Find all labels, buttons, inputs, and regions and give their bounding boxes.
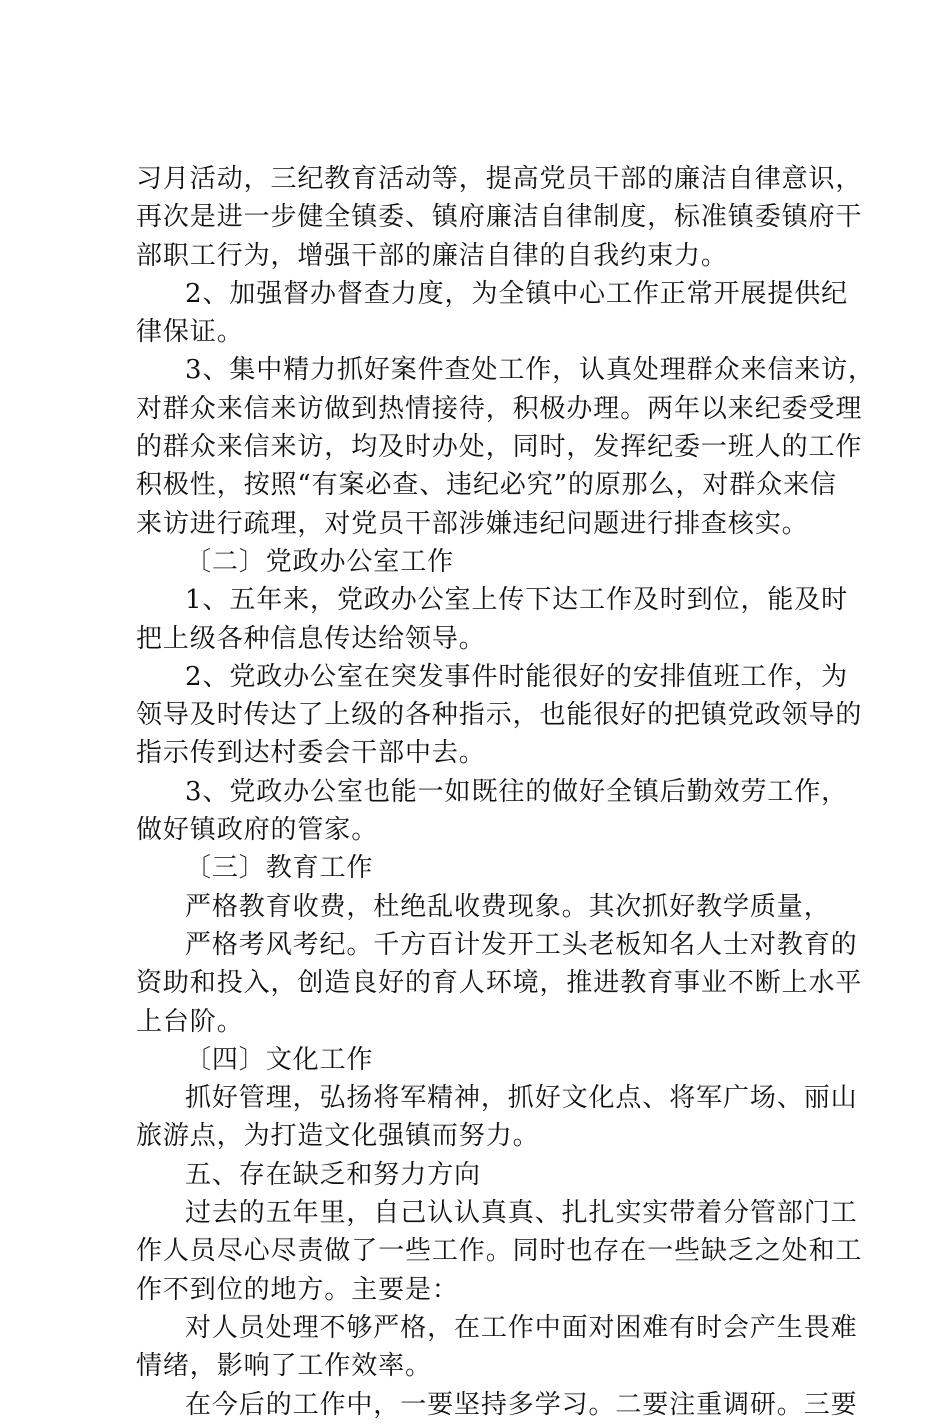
text-line: 资助和投入，创造良好的育人环境，推进教育事业不断上水平: [136, 968, 863, 999]
paragraph-start-line: 严格教育收费，杜绝乱收费现象。其次抓好教学质量，: [185, 891, 831, 922]
section-heading: 〔二〕党政办公室工作: [185, 546, 455, 577]
text-line: 把上级各种信息传达给领导。: [136, 623, 486, 654]
text-line: 再次是进一步健全镇委、镇府廉洁自律制度，标准镇委镇府干: [136, 202, 863, 233]
text-line: 对群众来信来访做到热情接待，积极办理。两年以来纪委受理: [136, 393, 863, 424]
text-line: 律保证。: [136, 317, 244, 348]
text-line: 习月活动，三纪教育活动等，提高党员干部的廉洁自律意识，: [136, 164, 863, 194]
text-line: 做好镇政府的管家。: [136, 815, 379, 846]
text-line: 领导及时传达了上级的各种指示，也能很好的把镇党政领导的: [136, 700, 863, 731]
section-heading: 〔三〕教育工作: [185, 853, 374, 884]
text-line: 作人员尽心尽责做了一些工作。同时也存在一些缺乏之处和工: [136, 1236, 863, 1267]
section-heading: 〔四〕文化工作: [185, 1044, 374, 1075]
paragraph-start-line: 3、党政办公室也能一如既往的做好全镇后勤效劳工作，: [185, 776, 849, 807]
paragraph-start-line: 在今后的工作中，一要坚持多学习。二要注重调研。三要: [185, 1389, 858, 1420]
text-line: 情绪，影响了工作效率。: [136, 1351, 432, 1382]
section-heading: 五、存在缺乏和努力方向: [185, 1159, 481, 1190]
text-line: 的群众来信来访，均及时办处，同时，发挥纪委一班人的工作: [136, 432, 863, 463]
paragraph-start-line: 2、加强督办督查力度，为全镇中心工作正常开展提供纪: [185, 278, 849, 309]
paragraph-start-line: 2、党政办公室在突发事件时能很好的安排值班工作，为: [185, 661, 849, 692]
text-line: 旅游点，为打造文化强镇而努力。: [136, 1121, 540, 1152]
document-body: [136, 160, 875, 1424]
paragraph-start-line: 抓好管理，弘扬将军精神，抓好文化点、将军广场、丽山: [185, 1083, 858, 1114]
text-line: 上台阶。: [136, 1006, 244, 1037]
text-line: 部职工行为，增强干部的廉洁自律的自我约束力。: [136, 240, 728, 271]
paragraph-start-line: 过去的五年里，自己认认真真、扎扎实实带着分管部门工: [185, 1198, 858, 1229]
paragraph-start-line: 对人员处理不够严格，在工作中面对困难有时会产生畏难: [185, 1312, 858, 1343]
text-line: 来访进行疏理，对党员干部涉嫌违纪问题进行排查核实。: [136, 508, 809, 539]
paragraph-start-line: 3、集中精力抓好案件查处工作，认真处理群众来信来访，: [185, 355, 875, 386]
paragraph-start-line: 1、五年来，党政办公室上传下达工作及时到位，能及时: [185, 585, 849, 616]
paragraph-start-line: 严格考风考纪。千方百计发开工头老板知名人士对教育的: [185, 929, 858, 960]
text-line: 积极性，按照“有案必查、违纪必究”的原那么，对群众来信: [136, 470, 837, 501]
text-line: 作不到位的地方。主要是：: [136, 1274, 459, 1305]
text-line: 指示传到达村委会干部中去。: [136, 738, 486, 769]
